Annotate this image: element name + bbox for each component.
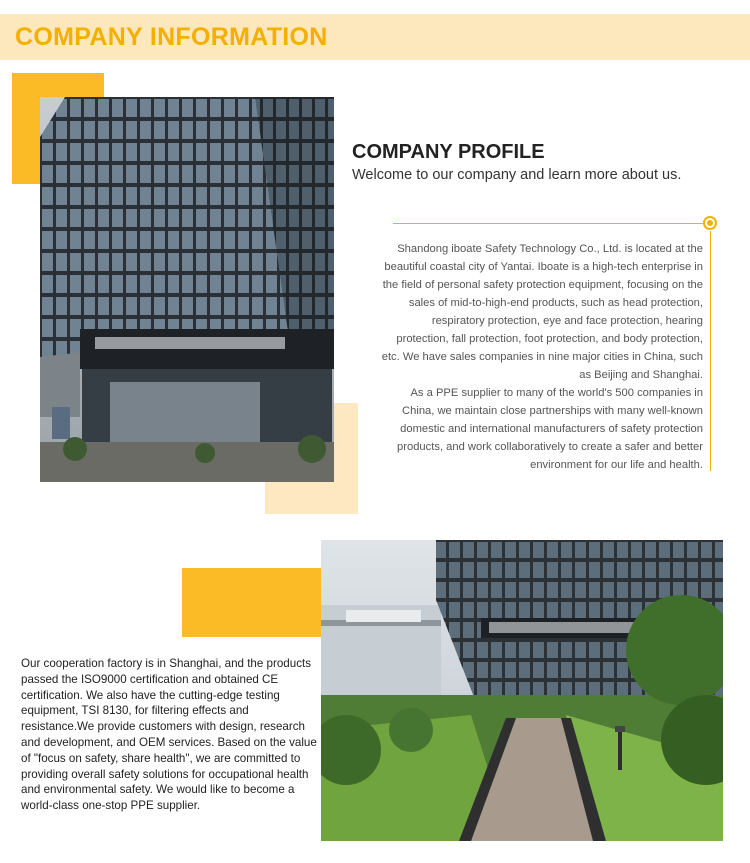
accent-vertical-line [710,231,711,471]
section-banner [0,14,750,60]
orange-deco-block-bottom [182,568,321,637]
company-description [378,240,703,474]
banner-title: COMPANY INFORMATION [15,23,328,51]
description-paragraph-1: Shandong iboate Safety Technology Co., Ltd. is located at the beautiful coastal city of Yantai. Iboate is a high-tech enterprise in the field of personal safety protection equipment, focusing on the sales of mid-to-high-end products, such as head protection, respiratory protection, eye and face protection, hearing protection, fall protection, foot protection, and body protection, etc. We have sales companies in nine major cities in China, such as Beijing and Shanghai. [381,243,703,381]
building-photo [40,97,334,482]
accent-divider-line [393,223,709,224]
description-paragraph-2: As a PPE supplier to many of the world's 500 companies in China, we maintain close partnerships with many well-known domestic and international manufacturers of safety protection products, and work collaboratively to create a safer and better environment for our life and health. [397,387,703,471]
campus-photo [321,540,723,841]
company-profile-title: COMPANY PROFILE [352,141,545,163]
company-profile-subtitle: Welcome to our company and learn more about us. [352,167,682,183]
accent-dot [707,220,713,226]
cooperation-description: Our cooperation factory is in Shanghai, and the products passed the ISO9000 certification and obtained CE certification. We also have the cutting-edge testing equipment, TSI 8130, for filtering effects and resistance.We provide customers with design, research and development, and OEM services. Based on the value of "focus on safety, share health", we are committed to providing overall safety solutions for occupational health and environmental safety. We would like to become a world-class one-stop PPE supplier. [21,657,317,813]
